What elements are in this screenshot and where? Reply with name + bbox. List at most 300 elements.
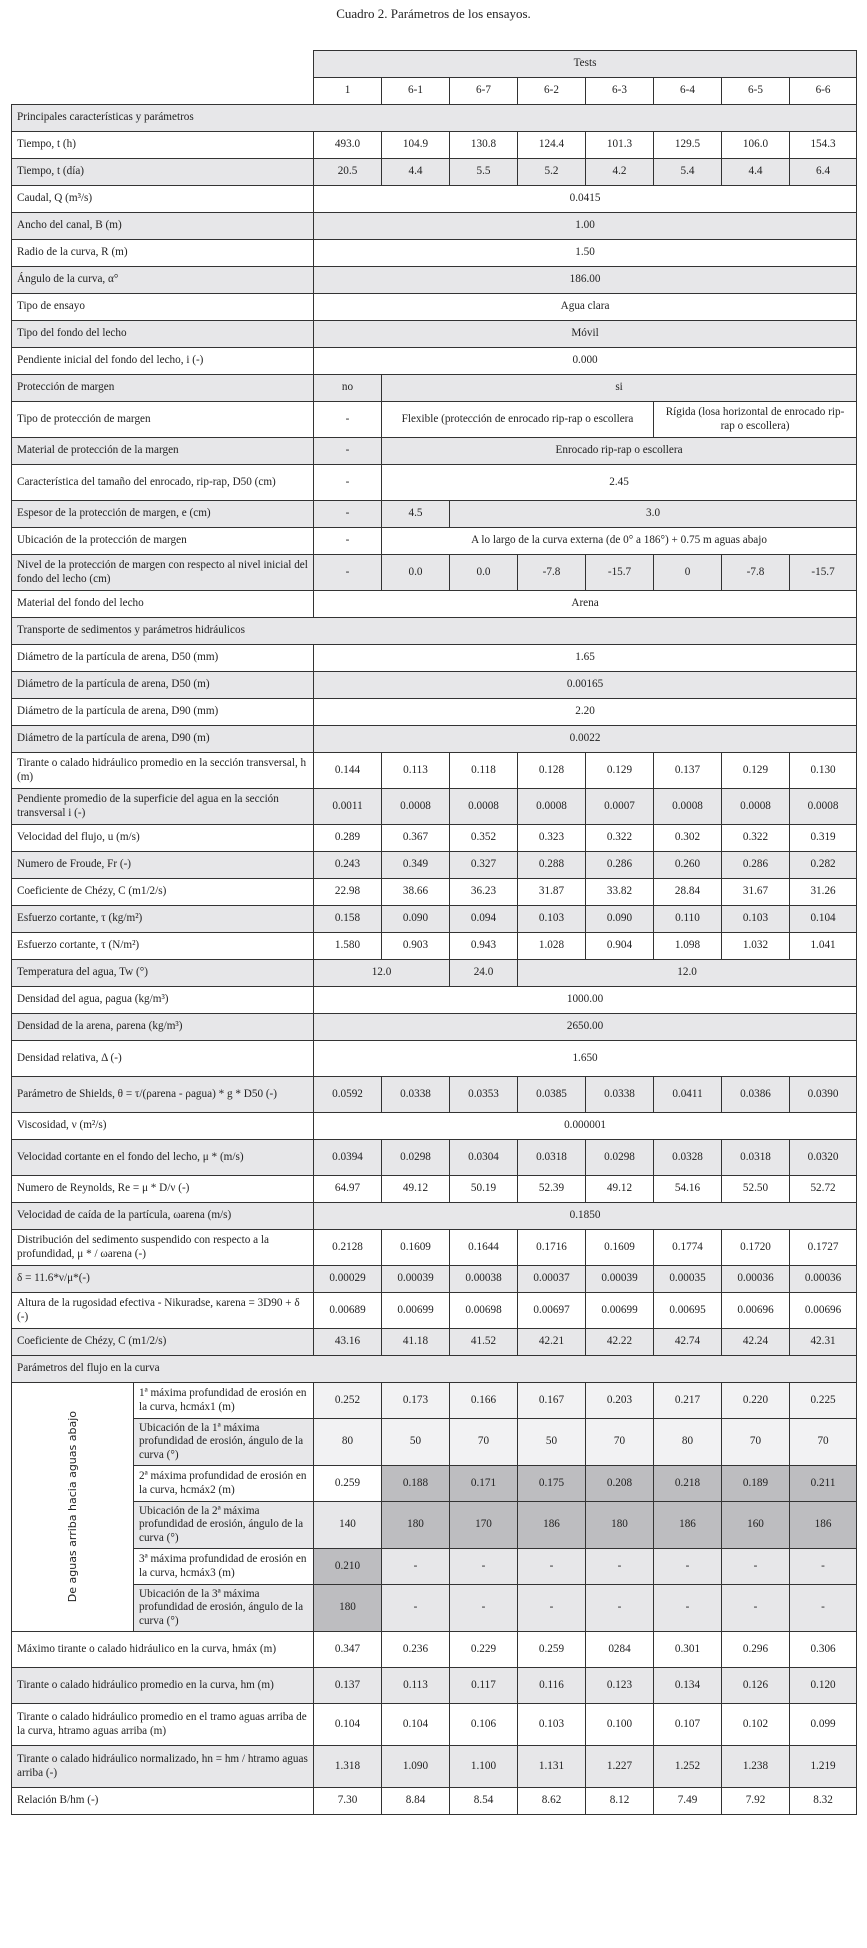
row-value: 7.92 (722, 1788, 790, 1815)
table-row (12, 240, 857, 267)
row-value: 0.203 (586, 1383, 654, 1419)
row-label: Velocidad de caída de la partícula, ωarena (m/s) (12, 1203, 314, 1230)
row-value: 0.0320 (790, 1140, 857, 1176)
row-label: Ancho del canal, B (m) (12, 213, 314, 240)
table-caption: Cuadro 2. Parámetros de los ensayos. (336, 6, 531, 21)
section-header-row (12, 618, 857, 645)
row-value: 0.104 (790, 906, 857, 933)
row-value: 0.0328 (654, 1140, 722, 1176)
row-label: Material del fondo del lecho (12, 591, 314, 618)
table-row (12, 960, 857, 987)
row-value: 7.49 (654, 1788, 722, 1815)
row-value: 0.129 (586, 753, 654, 789)
row-value: 0.117 (450, 1668, 518, 1704)
row-label: Nivel de la protección de margen con respecto al nivel inicial del fondo del lecho (cm) (12, 555, 314, 591)
row-value: 0.349 (382, 852, 450, 879)
row-value: 0.0008 (654, 789, 722, 825)
row-value: 180 (314, 1585, 382, 1632)
row-value: 0.322 (586, 825, 654, 852)
row-value: 0.090 (382, 906, 450, 933)
row-value: 0.210 (314, 1549, 382, 1585)
table-row (12, 1041, 857, 1077)
row-value: 0.211 (790, 1466, 857, 1502)
row-value: 1.090 (382, 1746, 450, 1788)
row-value: 0.319 (790, 825, 857, 852)
row-value: 0.252 (314, 1383, 382, 1419)
row-value: 1000.00 (314, 987, 857, 1014)
row-label: Radio de la curva, R (m) (12, 240, 314, 267)
row-value: 0.0415 (314, 186, 857, 213)
row-label: Pendiente promedio de la superficie del agua en la sección transversal i (-) (12, 789, 314, 825)
test-column-header: 6-4 (654, 78, 722, 105)
row-value: 170 (450, 1502, 518, 1549)
row-value: 0.208 (586, 1466, 654, 1502)
row-value: 1.028 (518, 933, 586, 960)
row-value: 54.16 (654, 1176, 722, 1203)
row-value: - (382, 1585, 450, 1632)
row-value: - (450, 1585, 518, 1632)
row-label: Esfuerzo cortante, τ (kg/m²) (12, 906, 314, 933)
row-value: 0.166 (450, 1383, 518, 1419)
row-value: 0.126 (722, 1668, 790, 1704)
row-value: 106.0 (722, 132, 790, 159)
table-row (12, 528, 857, 555)
row-value: 50 (518, 1419, 586, 1466)
table-row (12, 267, 857, 294)
row-label: Parámetro de Shields, θ = τ/(ρarena - ρagua) * g * D50 (-) (12, 1077, 314, 1113)
test-column-header: 1 (314, 78, 382, 105)
row-value: 0.0008 (518, 789, 586, 825)
table-row (12, 789, 857, 825)
row-value: 1.238 (722, 1746, 790, 1788)
row-value: - (654, 1585, 722, 1632)
row-value: 0.0394 (314, 1140, 382, 1176)
row-value: 1.00 (314, 213, 857, 240)
table-row (12, 825, 857, 852)
row-value: 31.67 (722, 879, 790, 906)
row-value: 0.229 (450, 1632, 518, 1668)
row-label: Tiempo, t (día) (12, 159, 314, 186)
tests-group-header: Tests (314, 51, 857, 78)
row-label: Tipo de protección de margen (12, 402, 314, 438)
row-value: 0.158 (314, 906, 382, 933)
row-value: 0.302 (654, 825, 722, 852)
row-value: 0.347 (314, 1632, 382, 1668)
table-row (12, 402, 857, 438)
row-value: 2650.00 (314, 1014, 857, 1041)
row-value: 493.0 (314, 132, 382, 159)
row-value: Rígida (losa horizontal de enrocado rip-rap o escollera) (654, 402, 857, 438)
row-value: 0.0 (450, 555, 518, 591)
table-row (12, 213, 857, 240)
row-value: 0.188 (382, 1466, 450, 1502)
row-value: 0.296 (722, 1632, 790, 1668)
row-label: Relación B/hm (-) (12, 1788, 314, 1815)
row-value: 0.0008 (382, 789, 450, 825)
table-row (12, 501, 857, 528)
row-label: Tirante o calado hidráulico normalizado, hn = hm / htramo aguas arriba (-) (12, 1746, 314, 1788)
row-value: 0.00037 (518, 1266, 586, 1293)
row-value: - (518, 1585, 586, 1632)
row-value: 0.118 (450, 753, 518, 789)
row-value: 31.26 (790, 879, 857, 906)
row-value: 12.0 (518, 960, 857, 987)
row-value: 0.0338 (586, 1077, 654, 1113)
table-row (12, 987, 857, 1014)
table-row (12, 1266, 857, 1293)
row-label: Coeficiente de Chézy, C (m1/2/s) (12, 1329, 314, 1356)
row-value: 0.167 (518, 1383, 586, 1419)
row-value: 0.323 (518, 825, 586, 852)
row-value: 50.19 (450, 1176, 518, 1203)
row-value: 0.00038 (450, 1266, 518, 1293)
curve-table-row (12, 1466, 857, 1502)
row-value: 38.66 (382, 879, 450, 906)
curve-group-label: De aguas arriba hacia aguas abajo (65, 1411, 79, 1603)
row-value: 186 (518, 1502, 586, 1549)
row-value: 42.21 (518, 1329, 586, 1356)
row-value: 1.580 (314, 933, 382, 960)
row-value: 0.367 (382, 825, 450, 852)
table-row (12, 1230, 857, 1266)
row-label: Densidad de la arena, ρarena (kg/m³) (12, 1014, 314, 1041)
row-value: 0.000001 (314, 1113, 857, 1140)
row-value: 0.1727 (790, 1230, 857, 1266)
row-label: 3ª máxima profundidad de erosión en la curva, hcmáx3 (m) (134, 1549, 314, 1585)
row-value: 20.5 (314, 159, 382, 186)
row-value: 42.24 (722, 1329, 790, 1356)
row-label: Diámetro de la partícula de arena, D50 (m) (12, 672, 314, 699)
row-value: 0.173 (382, 1383, 450, 1419)
section-header: Principales características y parámetros (12, 105, 857, 132)
row-value: 50 (382, 1419, 450, 1466)
row-value: 0.0008 (450, 789, 518, 825)
row-label: Material de protección de la margen (12, 438, 314, 465)
row-value: 0.099 (790, 1704, 857, 1746)
row-value: 0.103 (518, 1704, 586, 1746)
row-value: - (450, 1549, 518, 1585)
row-value: - (722, 1549, 790, 1585)
table-row (12, 852, 857, 879)
row-value: -15.7 (586, 555, 654, 591)
test-column-header: 6-6 (790, 78, 857, 105)
row-value: 1.252 (654, 1746, 722, 1788)
table-row (12, 321, 857, 348)
row-value: 5.5 (450, 159, 518, 186)
row-value: 4.4 (382, 159, 450, 186)
row-value: 70 (450, 1419, 518, 1466)
row-value: 186 (790, 1502, 857, 1549)
table-row (12, 933, 857, 960)
row-value: 0.00039 (382, 1266, 450, 1293)
row-value: 0.100 (586, 1704, 654, 1746)
row-value: 8.54 (450, 1788, 518, 1815)
curve-table-row (12, 1502, 857, 1549)
test-column-header: 6-1 (382, 78, 450, 105)
row-value: 0.134 (654, 1668, 722, 1704)
row-value: 70 (722, 1419, 790, 1466)
row-value: 1.100 (450, 1746, 518, 1788)
row-label: Viscosidad, ν (m²/s) (12, 1113, 314, 1140)
row-value: 0.1609 (382, 1230, 450, 1266)
row-value: A lo largo de la curva externa (de 0° a 186°) + 0.75 m aguas abajo (382, 528, 857, 555)
curve-table-row (12, 1585, 857, 1632)
row-label: Tipo del fondo del lecho (12, 321, 314, 348)
row-label: Tirante o calado hidráulico promedio en la sección transversal, h (m) (12, 753, 314, 789)
curve-table-row (12, 1549, 857, 1585)
row-value: 2.45 (382, 465, 857, 501)
row-value: -7.8 (518, 555, 586, 591)
row-value: 129.5 (654, 132, 722, 159)
table-row (12, 555, 857, 591)
row-value: 0.904 (586, 933, 654, 960)
table-row (12, 1704, 857, 1746)
row-value: 0.000 (314, 348, 857, 375)
row-label: Ángulo de la curva, α° (12, 267, 314, 294)
table-row (12, 906, 857, 933)
row-value: 0.289 (314, 825, 382, 852)
table-row (12, 294, 857, 321)
table-row (12, 1632, 857, 1668)
row-value: 0.943 (450, 933, 518, 960)
table-row (12, 645, 857, 672)
row-value: 1.098 (654, 933, 722, 960)
row-value: 0.1774 (654, 1230, 722, 1266)
test-column-header: 6-5 (722, 78, 790, 105)
header-row-group (12, 51, 857, 78)
row-value: 0.0390 (790, 1077, 857, 1113)
row-value: 0.0 (382, 555, 450, 591)
row-value: 28.84 (654, 879, 722, 906)
row-value: 0.144 (314, 753, 382, 789)
row-label: Diámetro de la partícula de arena, D90 (m) (12, 726, 314, 753)
row-label: δ = 11.6*ν/μ*(-) (12, 1266, 314, 1293)
test-column-header: 6-3 (586, 78, 654, 105)
row-value: 0.0338 (382, 1077, 450, 1113)
table-row (12, 1293, 857, 1329)
table-row (12, 1176, 857, 1203)
row-value: 0.129 (722, 753, 790, 789)
row-value: 1.65 (314, 645, 857, 672)
row-value: 80 (314, 1419, 382, 1466)
row-value: 0.00697 (518, 1293, 586, 1329)
row-value: Flexible (protección de enrocado rip-rap o escollera (382, 402, 654, 438)
row-value: 0.225 (790, 1383, 857, 1419)
row-value: 33.82 (586, 879, 654, 906)
row-value: 0.123 (586, 1668, 654, 1704)
row-value: 0.00039 (586, 1266, 654, 1293)
row-value: 0.00698 (450, 1293, 518, 1329)
row-label: Esfuerzo cortante, τ (N/m²) (12, 933, 314, 960)
row-value: 104.9 (382, 132, 450, 159)
row-value: 0.260 (654, 852, 722, 879)
row-label: Diámetro de la partícula de arena, D50 (mm) (12, 645, 314, 672)
row-value: 0.0318 (722, 1140, 790, 1176)
row-value: 5.4 (654, 159, 722, 186)
row-value: 0.903 (382, 933, 450, 960)
row-value: 0.00036 (722, 1266, 790, 1293)
row-label: Numero de Froude, Fr (-) (12, 852, 314, 879)
row-value: 52.39 (518, 1176, 586, 1203)
row-value: 0.1609 (586, 1230, 654, 1266)
row-label: Ubicación de la 1ª máxima profundidad de erosión, ángulo de la curva (°) (134, 1419, 314, 1466)
row-label: Característica del tamaño del enrocado, rip-rap, D50 (cm) (12, 465, 314, 501)
row-value: Agua clara (314, 294, 857, 321)
row-value: 0.103 (518, 906, 586, 933)
row-value: 36.23 (450, 879, 518, 906)
row-value: 101.3 (586, 132, 654, 159)
row-value: 0.0022 (314, 726, 857, 753)
row-value: 0.106 (450, 1704, 518, 1746)
table-row (12, 132, 857, 159)
table-row (12, 1668, 857, 1704)
row-value: - (314, 438, 382, 465)
row-label: 1ª máxima profundidad de erosión en la curva, hcmáx1 (m) (134, 1383, 314, 1419)
row-value: 186 (654, 1502, 722, 1549)
row-value: 4.4 (722, 159, 790, 186)
table-row (12, 465, 857, 501)
row-value: 0.00689 (314, 1293, 382, 1329)
row-value: 0.104 (382, 1704, 450, 1746)
row-value: 0.00029 (314, 1266, 382, 1293)
row-value: -15.7 (790, 555, 857, 591)
table-row (12, 726, 857, 753)
row-value: 12.0 (314, 960, 450, 987)
row-value: 80 (654, 1419, 722, 1466)
row-value: 52.72 (790, 1176, 857, 1203)
row-value: 0.00165 (314, 672, 857, 699)
row-value: 0.175 (518, 1466, 586, 1502)
row-value: 0.259 (518, 1632, 586, 1668)
row-label: 2ª máxima profundidad de erosión en la curva, hcmáx2 (m) (134, 1466, 314, 1502)
row-value: 0.306 (790, 1632, 857, 1668)
row-label: Caudal, Q (m³/s) (12, 186, 314, 213)
row-value: 0.1716 (518, 1230, 586, 1266)
row-value: 0.236 (382, 1632, 450, 1668)
blank-corner (12, 78, 314, 105)
row-value: - (314, 555, 382, 591)
row-value: 0.0385 (518, 1077, 586, 1113)
row-value: 180 (586, 1502, 654, 1549)
row-label: Densidad del agua, ρagua (kg/m³) (12, 987, 314, 1014)
row-label: Distribución del sedimento suspendido con respecto a la profundidad, μ * / ωarena (-) (12, 1230, 314, 1266)
row-value: 2.20 (314, 699, 857, 726)
row-label: Tirante o calado hidráulico promedio en el tramo aguas arriba de la curva, htramo aguas arriba (m) (12, 1704, 314, 1746)
row-value: 0284 (586, 1632, 654, 1668)
row-value: 1.219 (790, 1746, 857, 1788)
test-column-header: 6-7 (450, 78, 518, 105)
section-header-row (12, 1356, 857, 1383)
curve-table-row (12, 1419, 857, 1466)
row-value: 0.220 (722, 1383, 790, 1419)
row-label: Pendiente inicial del fondo del lecho, i (-) (12, 348, 314, 375)
table-row (12, 438, 857, 465)
row-value: 31.87 (518, 879, 586, 906)
row-value: 0.094 (450, 906, 518, 933)
row-label: Máximo tirante o calado hidráulico en la curva, hmáx (m) (12, 1632, 314, 1668)
row-label: Densidad relativa, Δ (-) (12, 1041, 314, 1077)
row-value: 5.2 (518, 159, 586, 186)
section-header: Parámetros del flujo en la curva (12, 1356, 857, 1383)
row-value: 0.0008 (722, 789, 790, 825)
table-row (12, 1746, 857, 1788)
row-value: 1.227 (586, 1746, 654, 1788)
row-value: 0.282 (790, 852, 857, 879)
row-value: 8.32 (790, 1788, 857, 1815)
row-value: 0 (654, 555, 722, 591)
row-value: 0.00695 (654, 1293, 722, 1329)
row-value: 0.1644 (450, 1230, 518, 1266)
row-value: 0.286 (722, 852, 790, 879)
row-value: 140 (314, 1502, 382, 1549)
row-value: 0.0298 (586, 1140, 654, 1176)
row-value: 22.98 (314, 879, 382, 906)
row-value: 0.0304 (450, 1140, 518, 1176)
row-value: 180 (382, 1502, 450, 1549)
row-value: 0.090 (586, 906, 654, 933)
table-row (12, 186, 857, 213)
row-value: 0.0008 (790, 789, 857, 825)
row-value: 64.97 (314, 1176, 382, 1203)
row-value: 0.0353 (450, 1077, 518, 1113)
table-row (12, 375, 857, 402)
curve-table-row (12, 1383, 857, 1419)
row-value: 0.286 (586, 852, 654, 879)
parameters-table (11, 50, 857, 1815)
row-value: 43.16 (314, 1329, 382, 1356)
row-value: 0.0411 (654, 1077, 722, 1113)
test-column-header: 6-2 (518, 78, 586, 105)
row-value: 4.2 (586, 159, 654, 186)
row-value: 124.4 (518, 132, 586, 159)
row-value: 70 (586, 1419, 654, 1466)
row-value: 0.0007 (586, 789, 654, 825)
row-label: Espesor de la protección de margen, e (cm) (12, 501, 314, 528)
curve-group-label-cell (12, 1383, 134, 1632)
row-value: 0.0011 (314, 789, 382, 825)
row-value: 0.322 (722, 825, 790, 852)
row-label: Altura de la rugosidad efectiva - Nikuradse, κarena = 3D90 + δ (-) (12, 1293, 314, 1329)
row-value: Enrocado rip-rap o escollera (382, 438, 857, 465)
row-label: Temperatura del agua, Tw (°) (12, 960, 314, 987)
row-label: Diámetro de la partícula de arena, D90 (mm) (12, 699, 314, 726)
row-label: Ubicación de la 2ª máxima profundidad de erosión, ángulo de la curva (°) (134, 1502, 314, 1549)
row-value: - (382, 1549, 450, 1585)
row-value: 42.74 (654, 1329, 722, 1356)
row-value: 3.0 (450, 501, 857, 528)
row-value: 0.352 (450, 825, 518, 852)
row-value: 160 (722, 1502, 790, 1549)
row-value: no (314, 375, 382, 402)
row-value: 0.00699 (586, 1293, 654, 1329)
row-value: 4.5 (382, 501, 450, 528)
row-value: 42.22 (586, 1329, 654, 1356)
row-label: Protección de margen (12, 375, 314, 402)
row-value: 0.301 (654, 1632, 722, 1668)
row-value: 0.259 (314, 1466, 382, 1502)
row-value: 24.0 (450, 960, 518, 987)
table-row (12, 879, 857, 906)
row-label: Ubicación de la 3ª máxima profundidad de erosión, ángulo de la curva (°) (134, 1585, 314, 1632)
row-label: Tirante o calado hidráulico promedio en la curva, hm (m) (12, 1668, 314, 1704)
table-row (12, 591, 857, 618)
row-value: 1.318 (314, 1746, 382, 1788)
row-value: 49.12 (382, 1176, 450, 1203)
row-value: 0.00035 (654, 1266, 722, 1293)
row-value: - (314, 501, 382, 528)
row-value: 0.116 (518, 1668, 586, 1704)
table-row (12, 1077, 857, 1113)
